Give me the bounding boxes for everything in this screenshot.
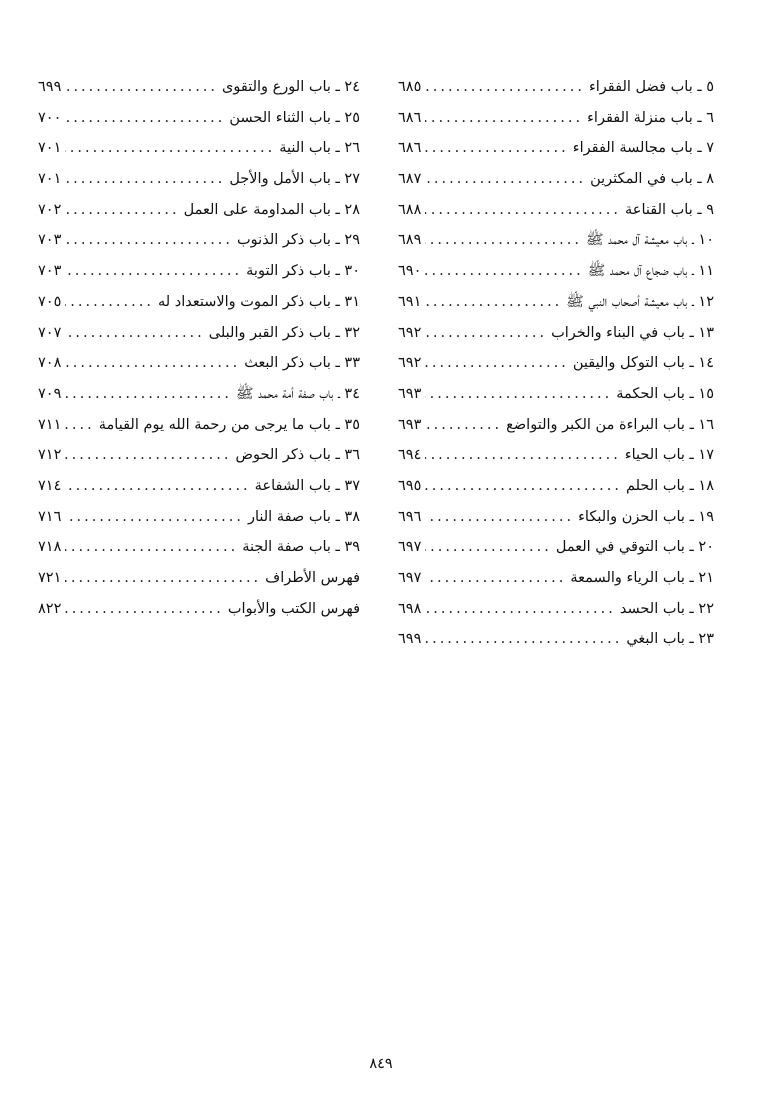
toc-entry[interactable] (38, 475, 360, 506)
dot-leader (65, 137, 275, 159)
toc-entry-page: ٧٠٠ (38, 109, 62, 126)
toc-entry[interactable] (398, 444, 714, 475)
toc-entry-title: ١٠ ـ باب معيشة آل محمد ﷺ (585, 232, 714, 249)
dot-leader (425, 628, 622, 650)
toc-entry-title: ٣٣ ـ باب ذكر البعث (244, 355, 360, 372)
toc-entry-page: ٦٩١ (398, 293, 422, 310)
toc-entry-title: ٢٨ ـ باب المداومة على العمل (183, 201, 360, 218)
toc-entry-page: ٧٠٥ (38, 293, 62, 310)
dot-leader (425, 137, 568, 159)
toc-entry-page: ٦٩٢ (398, 355, 422, 372)
toc-entry-title: ٥ ـ باب فضل الفقراء (588, 79, 714, 95)
toc-entry[interactable] (398, 229, 714, 260)
toc-entry-page: ٦٩٨ (398, 600, 422, 617)
toc-entry-page: ٦٩٤ (398, 447, 422, 464)
toc-entry-page: ٧١٨ (38, 539, 62, 556)
dot-leader (65, 475, 250, 497)
toc-entry-title: ١٤ ـ باب التوكل واليقين (572, 355, 714, 372)
toc-entry-page: ٦٩٦ (398, 508, 422, 525)
dot-leader (425, 475, 622, 497)
toc-entry-page: ٦٩٣ (398, 416, 422, 433)
dot-leader (65, 229, 233, 251)
toc-entry[interactable] (398, 76, 714, 107)
toc-entry-page: ٨٢٢ (38, 600, 62, 617)
toc-entry-page: ٦٨٥ (398, 79, 422, 95)
toc-entry-page: ٧٠٩ (38, 385, 62, 402)
dot-leader (65, 76, 218, 98)
toc-entry-title: ٣٢ ـ باب ذكر القبر والبلى (208, 324, 360, 341)
dot-leader (65, 352, 240, 374)
toc-entry-title: ٢٣ ـ باب البغي (626, 631, 714, 648)
toc-entry-page: ٦٩٥ (398, 477, 422, 494)
toc-entry[interactable] (398, 567, 714, 598)
dot-leader (65, 168, 225, 190)
toc-entry-title: ٢٧ ـ باب الأمل والأجل (229, 171, 360, 188)
dot-leader (425, 107, 583, 129)
dot-leader (65, 567, 261, 589)
toc-entry-title: ٦ ـ باب منزلة الفقراء (587, 109, 714, 126)
toc-entry[interactable] (398, 199, 714, 230)
toc-entry[interactable] (38, 291, 360, 322)
toc-entry[interactable] (398, 506, 714, 537)
toc-entry-title: ١٨ ـ باب الحلم (625, 477, 714, 494)
toc-entry[interactable] (38, 168, 360, 199)
toc-entry-title: ٢٢ ـ باب الحسد (619, 600, 714, 617)
toc-entry[interactable] (38, 352, 360, 383)
toc-entry-title: ٣١ ـ باب ذكر الموت والاستعداد له (157, 293, 360, 310)
toc-entry-title: فهرس الأطراف (265, 570, 360, 586)
dot-leader (425, 444, 620, 466)
toc-entry-page: ٧١٢ (38, 447, 62, 464)
toc-entry-title: ٨ ـ باب في المكثرين (590, 171, 714, 188)
dot-leader (65, 383, 232, 405)
toc-entry-title: ٢٤ ـ باب الورع والتقوى (222, 79, 360, 95)
dot-leader (425, 567, 566, 589)
toc-entry[interactable] (38, 137, 360, 168)
toc-entry-title: ٢٦ ـ باب النية (279, 140, 360, 157)
toc-entry[interactable] (398, 536, 714, 567)
toc-entry-title: ٣٨ ـ باب صفة النار (247, 508, 360, 525)
toc-entry-page: ٦٩٩ (398, 631, 422, 648)
toc-entry[interactable] (38, 107, 360, 138)
dot-leader (65, 506, 244, 528)
toc-entry-title: ١٥ ـ باب الحكمة (616, 385, 714, 402)
toc-entry[interactable] (38, 383, 360, 414)
dot-leader (65, 291, 154, 313)
toc-entry[interactable] (38, 567, 360, 598)
toc-entry-page: ٦٨٦ (398, 109, 422, 126)
toc-column-left (38, 76, 360, 628)
dot-leader (65, 199, 179, 221)
toc-entry-page: ٧٠٧ (38, 324, 62, 341)
toc-entry[interactable] (398, 322, 714, 353)
dot-leader (425, 598, 616, 620)
toc-entry-page: ٦٨٧ (398, 171, 422, 188)
toc-entry-page: ٦٨٦ (398, 140, 422, 157)
dot-leader (425, 506, 574, 528)
toc-entry[interactable] (398, 352, 714, 383)
toc-entry-page: ٦٩٠ (398, 263, 422, 280)
dot-leader (425, 414, 502, 436)
toc-entry-title: ٣٦ ـ باب ذكر الحوض (235, 447, 360, 464)
toc-entry[interactable] (398, 137, 714, 168)
toc-entry[interactable] (38, 506, 360, 537)
toc-entry-title: ٧ ـ باب مجالسة الفقراء (572, 140, 714, 157)
dot-leader (65, 598, 224, 620)
toc-entry-title: ١٧ ـ باب الحياء (624, 447, 714, 464)
dot-leader (425, 383, 612, 405)
toc-entry[interactable] (398, 414, 714, 445)
toc-entry[interactable] (398, 107, 714, 138)
toc-entry-page: ٧٠٣ (38, 263, 62, 280)
toc-entry[interactable] (398, 475, 714, 506)
dot-leader (425, 229, 582, 251)
dot-leader (425, 199, 621, 221)
toc-entry[interactable] (398, 291, 714, 322)
dot-leader (425, 352, 568, 374)
toc-entry-page: ٦٩٣ (398, 385, 422, 402)
toc-entry-title: ٢٠ ـ باب التوقي في العمل (555, 539, 714, 556)
toc-entry-title: فهرس الكتب والأبواب (227, 600, 360, 617)
dot-leader (65, 107, 225, 129)
toc-entry-page: ٧٠٣ (38, 232, 62, 249)
toc-entry[interactable] (38, 199, 360, 230)
toc-entry-title: ٣٤ ـ باب صفة أمة محمد ﷺ (235, 385, 360, 402)
toc-entry[interactable] (38, 260, 360, 291)
toc-entry[interactable] (38, 598, 360, 629)
toc-entry-page: ٧٠١ (38, 171, 62, 188)
toc-entry-page: ٦٨٨ (398, 201, 422, 218)
toc-entry-page: ٦٩٩ (38, 79, 62, 95)
toc-entry-page: ٧٠٢ (38, 201, 62, 218)
dot-leader (425, 291, 562, 313)
dot-leader (65, 536, 238, 558)
toc-entry-title: ٣٥ ـ باب ما يرجى من رحمة الله يوم القيامة (98, 416, 360, 433)
toc-entry-page: ٧٢١ (38, 570, 62, 586)
toc-entry-page: ٧١١ (38, 416, 62, 433)
dot-leader (425, 260, 583, 282)
page-number: ٨٤٩ (369, 1056, 393, 1072)
toc-entry-page: ٦٩٧ (398, 570, 422, 586)
toc-entry[interactable] (398, 168, 714, 199)
dot-leader (425, 322, 547, 344)
toc-entry[interactable] (38, 229, 360, 260)
toc-entry[interactable] (398, 383, 714, 414)
toc-entry[interactable] (398, 598, 714, 629)
toc-entry-title: ٣٠ ـ باب ذكر التوبة (246, 263, 360, 280)
toc-entry-title: ١٦ ـ باب البراءة من الكبر والتواضع (506, 416, 714, 433)
toc-entry-title: ١٣ ـ باب في البناء والخراب (551, 324, 714, 341)
toc-entry-page: ٦٨٩ (398, 232, 422, 249)
dot-leader (65, 260, 242, 282)
toc-entry-title: ٢٥ ـ باب الثناء الحسن (229, 109, 360, 126)
dot-leader (65, 444, 231, 466)
toc-entry-title: ١٢ ـ باب معيشة أصحاب النبي ﷺ (566, 293, 714, 310)
toc-entry-title: ١٩ ـ باب الحزن والبكاء (578, 508, 714, 525)
toc-entry-title: ٢١ ـ باب الرياء والسمعة (570, 570, 714, 586)
toc-column-right (398, 76, 714, 659)
toc-entry[interactable] (38, 414, 360, 445)
dot-leader (425, 76, 585, 98)
toc-entry-page: ٧٠٨ (38, 355, 62, 372)
toc-entry[interactable] (38, 536, 360, 567)
toc-entry-page: ٦٩٧ (398, 539, 422, 556)
toc-entry-title: ٩ ـ باب القناعة (625, 201, 714, 218)
toc-entry[interactable] (38, 444, 360, 475)
toc-entry-page: ٦٩٢ (398, 324, 422, 341)
dot-leader (65, 322, 204, 344)
toc-entry-title: ١١ ـ باب ضجاع آل محمد ﷺ (587, 263, 714, 280)
dot-leader (425, 168, 586, 190)
toc-entry-title: ٣٧ ـ باب الشفاعة (254, 477, 360, 494)
toc-entry-page: ٧١٤ (38, 477, 62, 494)
toc-entry-title: ٣٩ ـ باب صفة الجنة (242, 539, 360, 556)
toc-entry-page: ٧١٦ (38, 508, 62, 525)
toc-entry[interactable] (38, 322, 360, 353)
toc-entry-title: ٢٩ ـ باب ذكر الذنوب (237, 232, 360, 249)
toc-entry[interactable] (398, 260, 714, 291)
dot-leader (65, 414, 94, 436)
toc-entry[interactable] (398, 628, 714, 659)
toc-entry[interactable] (38, 76, 360, 107)
dot-leader (425, 536, 551, 558)
toc-entry-page: ٧٠١ (38, 140, 62, 157)
